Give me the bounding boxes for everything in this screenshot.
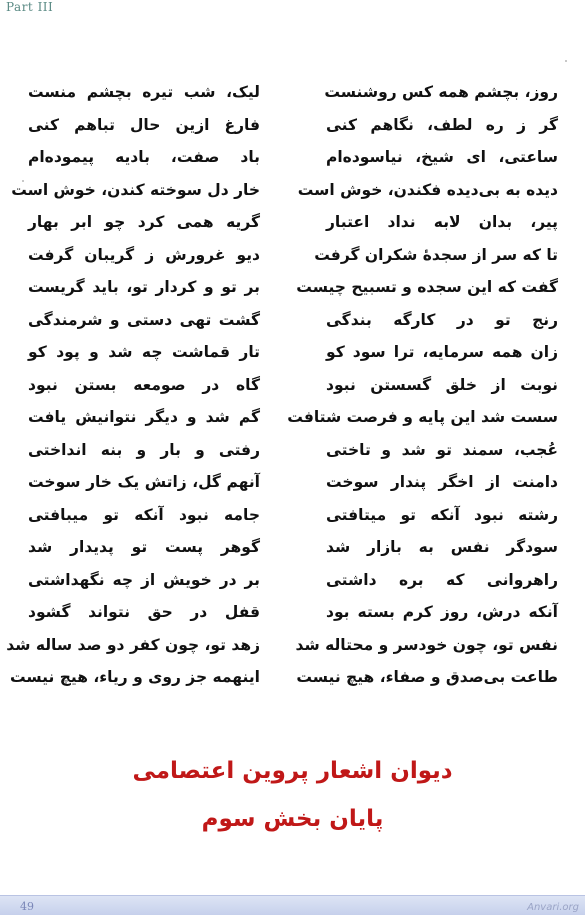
- hemistich-first: طاعت بی‌صدق و صفاء، هیچ نیست: [296, 668, 558, 686]
- couplet: [6, 631, 558, 664]
- closing-subtitle: پایان بخش سوم: [201, 806, 384, 832]
- hemistich-second: بر در خویش از چه نگهداشتی: [28, 570, 260, 589]
- hemistich-second: دیو غرورش ز گریبان گرفت: [28, 245, 260, 264]
- hemistich-second: آنهم گل، زاتش یک خار سوخت: [28, 473, 260, 491]
- hemistich-second: قفل در حق نتواند گشود: [28, 603, 260, 621]
- hemistich-second: باد صفت، بادیه پیموده‌ام: [28, 148, 260, 166]
- part-label: Part III: [6, 0, 54, 14]
- hemistich-first: آنکه درش، روز کرم بسته بود: [326, 603, 558, 621]
- hemistich-second: جامه نبود آنکه تو میبافتی: [28, 505, 260, 524]
- margin-mark: [565, 60, 567, 62]
- couplet: [28, 208, 558, 241]
- hemistich-first: دیده به بی‌دیده فکندن، خوش است: [297, 180, 558, 199]
- page-number: 49: [20, 900, 34, 913]
- couplet: [11, 176, 558, 209]
- couplet: [28, 338, 558, 371]
- hemistich-second: رفتی و بار و بنه انداختی: [28, 440, 260, 459]
- hemistich-second: گریه همی کرد چو ابر بهار: [28, 213, 260, 231]
- couplet: [28, 143, 558, 176]
- footer-bar: [0, 895, 585, 915]
- hemistich-first: نوبت از خلق گسستن نبود: [326, 375, 558, 394]
- closing-title: دیوان اشعار پروین اعتصامی: [132, 758, 453, 784]
- hemistich-first: نفس تو، چون خودسر و محتاله شد: [295, 635, 558, 654]
- couplet: [28, 566, 558, 599]
- couplet: [28, 273, 558, 306]
- hemistich-second: اینهمه جز روی و ریاء، هیچ نیست: [9, 668, 260, 686]
- couplet: [28, 436, 558, 469]
- hemistich-first: رشته نبود آنکه تو میتافتی: [326, 505, 558, 524]
- couplet: [28, 78, 558, 111]
- hemistich-first: راهروانی که بره داشتی: [326, 570, 558, 589]
- hemistich-second: زهد تو، چون کفر دو صد ساله شد: [6, 635, 260, 654]
- hemistich-second: گاه در صومعه بستن نبود: [28, 375, 260, 394]
- couplet: [28, 306, 558, 339]
- couplet: [28, 598, 558, 631]
- hemistich-first: گفت که این سجده و تسبیح چیست: [296, 278, 558, 296]
- hemistich-first: رنج تو در کارگه بندگی: [326, 310, 558, 329]
- couplet: [28, 501, 558, 534]
- hemistich-first: ساعتی، ای شیخ، نیاسوده‌ام: [326, 148, 558, 166]
- hemistich-second: خار دل سوخته کندن، خوش است: [11, 180, 260, 199]
- couplet: [28, 241, 558, 274]
- hemistich-first: سست شد این پایه و فرصت شتافت: [287, 408, 558, 426]
- hemistich-first: سودگر نفس به بازار شد: [326, 538, 558, 556]
- hemistich-second: فارغ ازین حال تباهم کنی: [28, 115, 260, 134]
- couplet: [28, 533, 558, 566]
- couplet: [28, 403, 558, 436]
- hemistich-second: لیک، شب تیره بچشم منست: [28, 83, 260, 101]
- poem-body: [6, 78, 558, 696]
- hemistich-first: تا که سر از سجدهٔ شکران گرفت: [314, 245, 558, 264]
- hemistich-first: پیر، بدان لابه نداد اعتبار: [326, 213, 558, 231]
- couplet: [28, 111, 558, 144]
- hemistich-first: دامنت از اخگر پندار سوخت: [326, 473, 558, 491]
- hemistich-second: بر تو و کردار تو، باید گریست: [28, 278, 260, 296]
- hemistich-second: تار قماشت چه شد و پود کو: [28, 343, 260, 361]
- hemistich-first: زان همه سرمایه، ترا سود کو: [326, 343, 558, 361]
- hemistich-second: گشت تهی دستی و شرمندگی: [28, 310, 260, 329]
- couplet: [9, 663, 558, 696]
- watermark: Anvari.org: [527, 902, 579, 913]
- hemistich-second: گوهر پست تو پدیدار شد: [28, 538, 260, 556]
- hemistich-first: گر ز ره لطف، نگاهم کنی: [326, 115, 558, 134]
- hemistich-first: عُجب، سمند تو شد و تاختی: [326, 440, 558, 459]
- hemistich-first: روز، بچشم همه کس روشنست: [324, 83, 558, 101]
- couplet: [28, 468, 558, 501]
- hemistich-second: گم شد و دیگر نتوانیش یافت: [28, 408, 260, 426]
- couplet: [28, 371, 558, 404]
